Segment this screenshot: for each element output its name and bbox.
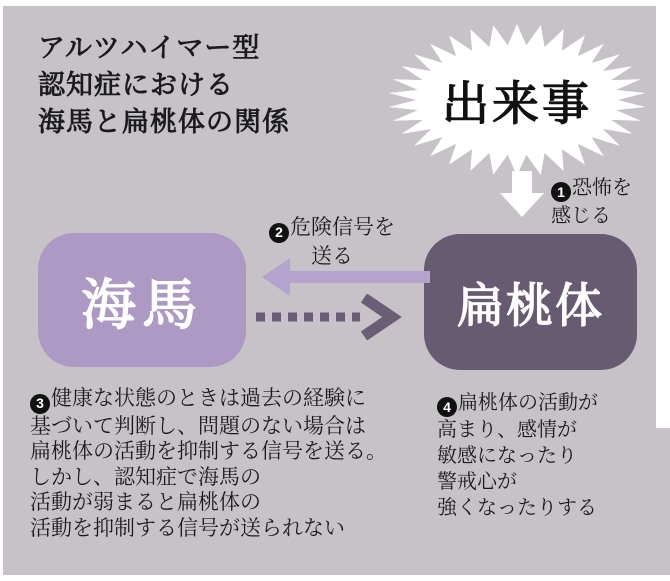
fear-down-arrow-icon — [496, 171, 548, 218]
step2-line-2: 送る — [311, 244, 353, 268]
event-label: 出来事 — [442, 76, 592, 130]
step3-line-2: 基づいて判断し、問題のない場合は — [30, 414, 366, 438]
step3-line-1: 3 健康な状態のときは過去の経験に — [30, 386, 387, 414]
step4-number-badge: 4 — [437, 397, 457, 417]
step1-number-badge: 1 — [551, 182, 571, 202]
page-edge-strip — [656, 0, 670, 428]
step4-line-2: 高まり、感情が — [437, 419, 577, 441]
title-line-3: 海馬と扁桃体の関係 — [38, 107, 290, 137]
step4-line-1: 4 扁桃体の活動が — [437, 390, 598, 417]
step3-line-4: しかし、認知症で海馬の — [30, 465, 261, 489]
amygdala-node — [424, 234, 637, 370]
step1-line-2: 感じる — [551, 205, 611, 227]
amygdala-label: 扁桃体 — [457, 278, 604, 332]
hippocampus-label: 海馬 — [80, 273, 203, 336]
step2-number-badge: 2 — [269, 223, 289, 243]
step4-caption — [437, 390, 598, 521]
title-line-1: アルツハイマー型 — [38, 33, 261, 63]
inhibit-signal-dashed-arrow-icon — [256, 294, 402, 342]
step4-line-3: 敏感になったり — [437, 445, 577, 467]
diagram-title — [38, 30, 290, 141]
hippocampus-node — [38, 233, 246, 367]
step2-caption — [262, 214, 402, 270]
step3-number-badge: 3 — [30, 394, 50, 414]
step4-line-4: 警戒心が — [437, 471, 517, 493]
step3-caption — [30, 386, 387, 541]
step1-caption — [551, 174, 632, 230]
step1-line-1: 1 恐怖を — [551, 174, 632, 202]
title-line-2: 認知症における — [38, 70, 234, 100]
step3-line-3: 扁桃体の活動を抑制する信号を送る。 — [30, 440, 387, 464]
step4-line-5: 強くなったりする — [437, 497, 597, 519]
step2-line-1: 2 危険信号を — [262, 214, 402, 243]
step3-line-5: 活動が弱まると扁桃体の — [30, 491, 261, 515]
step3-line-6: 活動を抑制する信号が送られない — [30, 516, 345, 540]
